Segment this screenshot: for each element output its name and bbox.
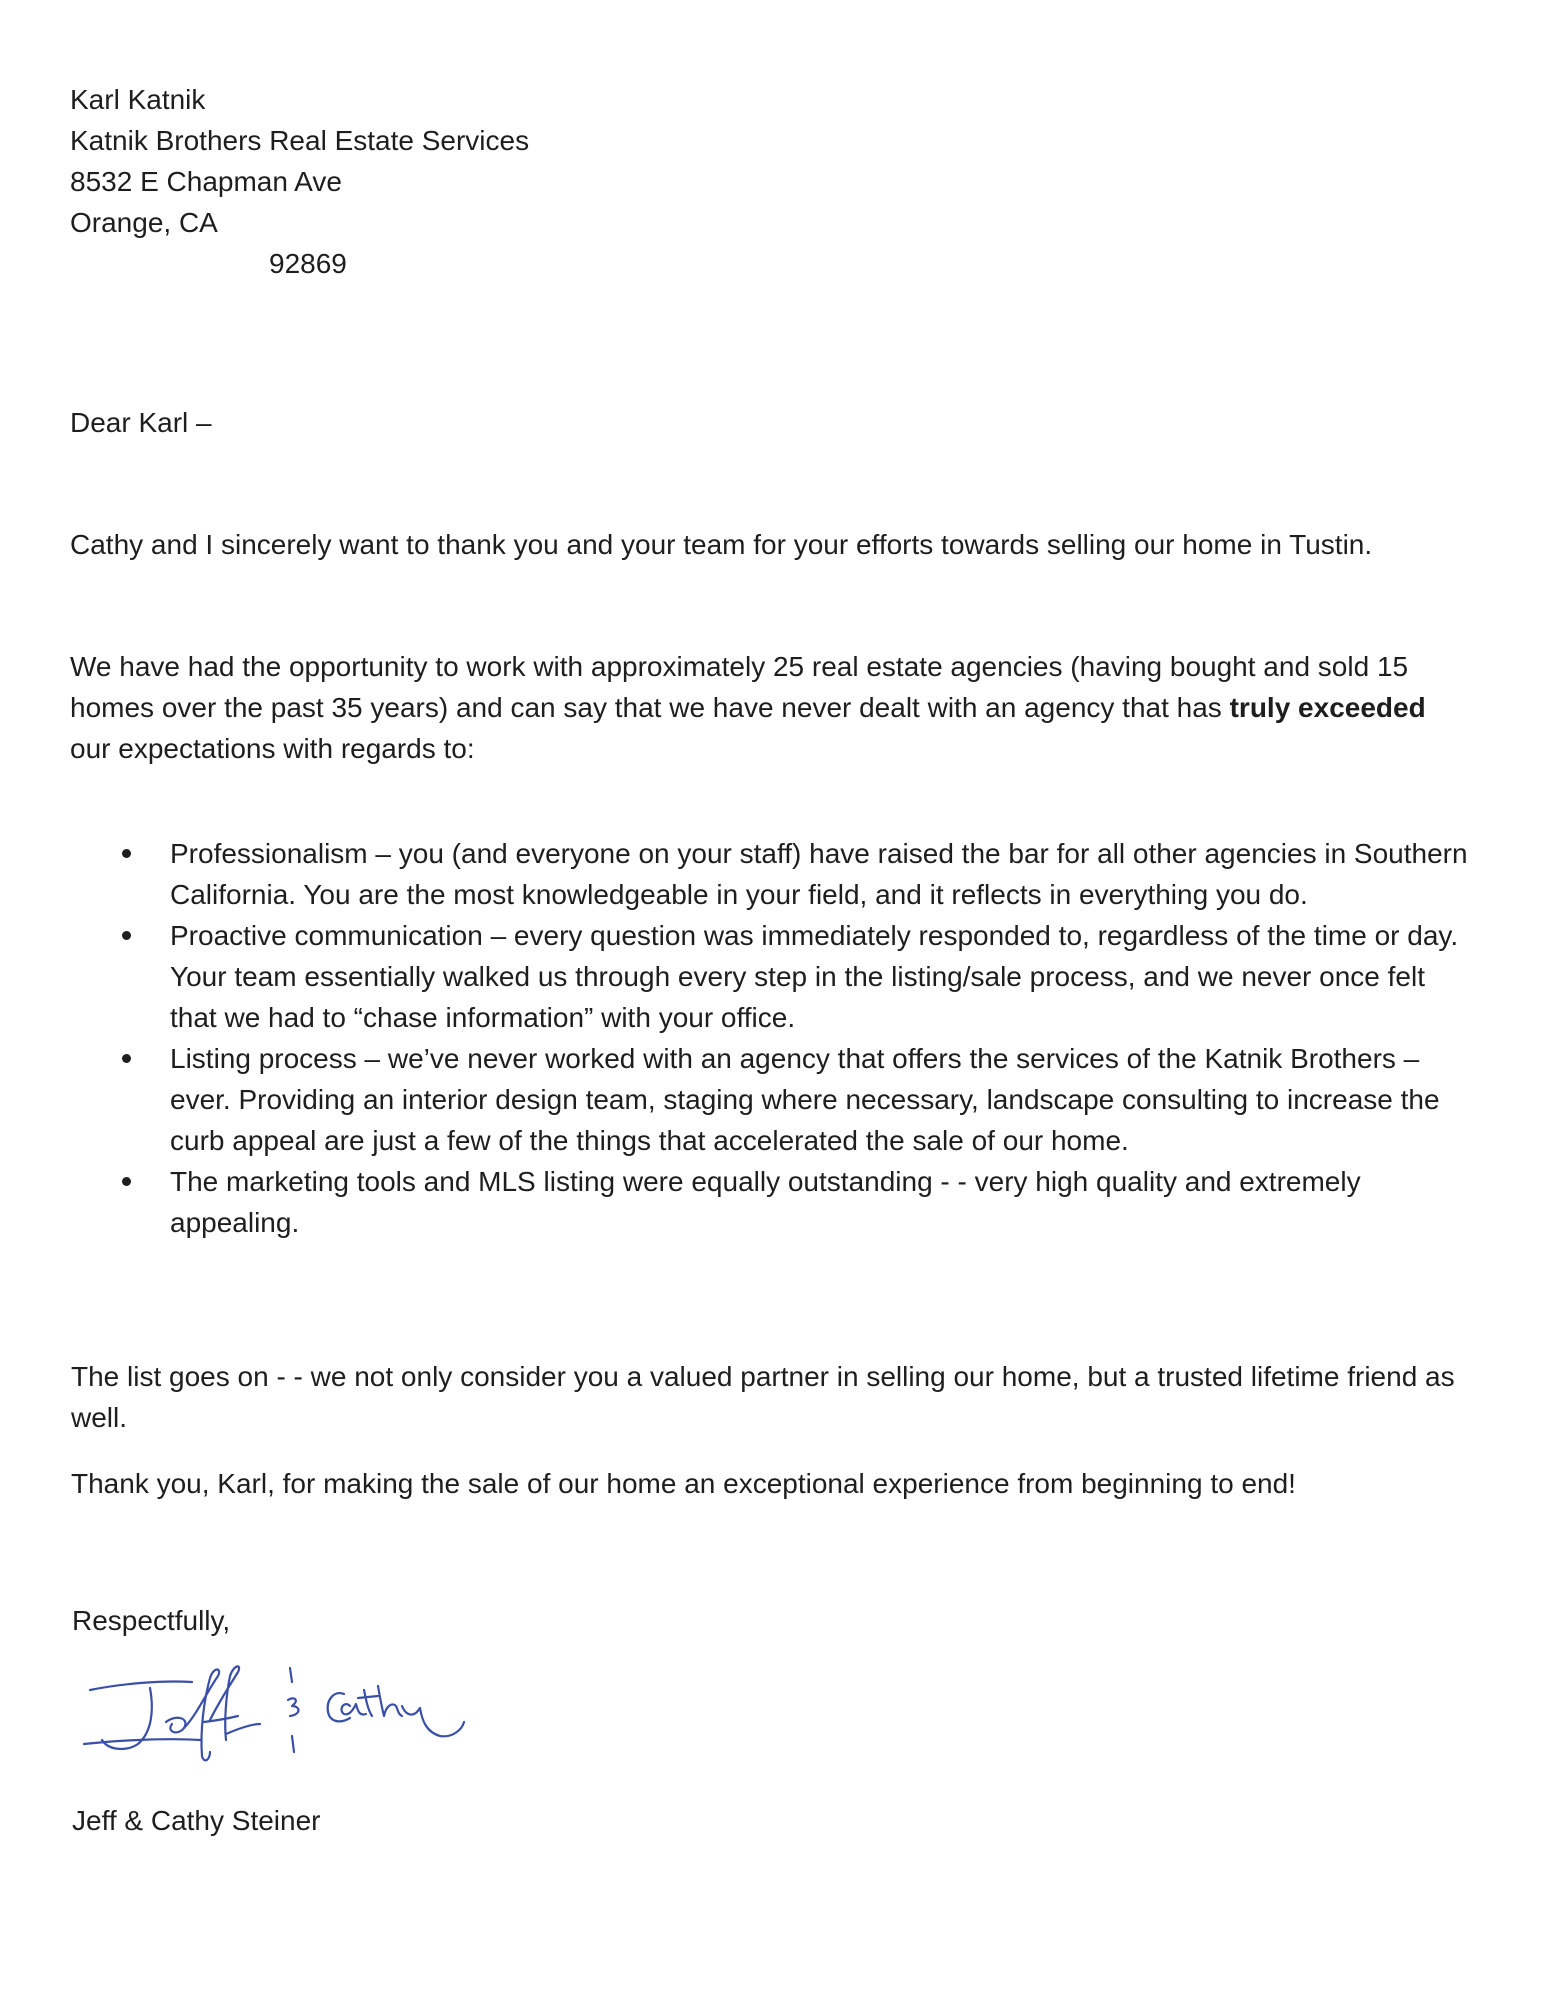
- bullet-icon: [122, 931, 131, 940]
- list-item: [70, 1161, 1470, 1243]
- list-item: [70, 833, 1470, 915]
- list-item-text: Professionalism – you (and everyone on your staff) have raised the bar for all other agencies in Southern California. You are the most knowledgeable in your field, and it reflects in everything you do.: [170, 838, 1468, 910]
- recipient-street: 8532 E Chapman Ave: [70, 166, 342, 197]
- closing-phrase: Respectfully,: [72, 1605, 231, 1636]
- handwritten-signature: [80, 1660, 500, 1770]
- signature-ink: [84, 1666, 464, 1760]
- paragraph-experience-tail: our expectations with regards to:: [70, 733, 475, 764]
- bullet-icon: [122, 849, 131, 858]
- paragraph-experience-text: We have had the opportunity to work with approximately 25 real estate agencies (having bought and sold 15 homes over the past 35 years) and can say that we have never dealt with an agency that has: [70, 651, 1409, 723]
- recipient-name: Karl Katnik: [70, 84, 206, 115]
- list-item-text: Proactive communication – every question was immediately responded to, regardless of the time or day. Your team essentially walked us through every step in the listing/sale process, and we never once felt that we had to “chase information” with your office.: [170, 920, 1459, 1033]
- list-item-text: The marketing tools and MLS listing were equally outstanding - - very high quality and extremely appealing.: [170, 1166, 1361, 1238]
- emphasis-text: truly exceeded: [1229, 692, 1426, 723]
- recipient-company: Katnik Brothers Real Estate Services: [70, 125, 530, 156]
- list-item: [70, 915, 1470, 1038]
- paragraph-partner: The list goes on - - we not only consider you a valued partner in selling our home, but a trusted lifetime friend as well.: [71, 1361, 1455, 1433]
- list-item-text: Listing process – we’ve never worked with an agency that offers the services of the Katnik Brothers – ever. Providing an interior design team, staging where necessary, landscape consulting to increase the curb appeal are just a few of the things that accelerated the sale of our home.: [170, 1043, 1440, 1156]
- recipient-zip: 92869: [269, 248, 347, 279]
- signer-names: Jeff & Cathy Steiner: [72, 1805, 321, 1836]
- salutation: Dear Karl –: [70, 407, 212, 438]
- recipient-city-state: Orange, CA: [70, 207, 218, 238]
- list-item: [70, 1038, 1470, 1161]
- bullet-icon: [122, 1177, 131, 1186]
- paragraph-closing-thanks: Thank you, Karl, for making the sale of our home an exceptional experience from beginning to end!: [71, 1468, 1296, 1499]
- bullet-icon: [122, 1054, 131, 1063]
- recipient-address-block: [70, 79, 870, 284]
- paragraph-experience: [70, 646, 1470, 769]
- praise-list: [70, 833, 1470, 1243]
- paragraph-thanks: Cathy and I sincerely want to thank you and your team for your efforts towards selling our home in Tustin.: [70, 529, 1373, 560]
